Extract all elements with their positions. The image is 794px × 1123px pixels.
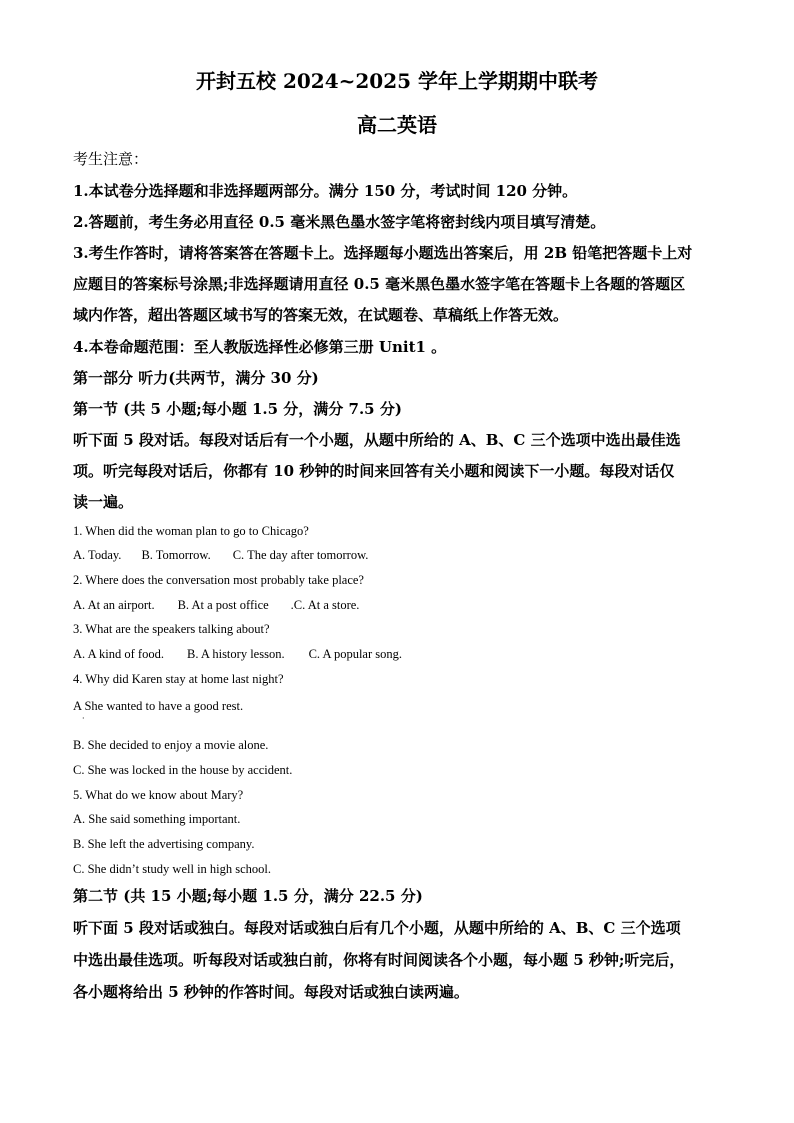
note-item: 应题目的答案标号涂黑;非选择题请用直径 0.5 毫米黑色墨水签字笔在答题卡上各题的答题区 [73, 275, 686, 293]
option: A. Today. [73, 548, 122, 562]
option: B. She decided to enjoy a movie alone. [73, 738, 269, 752]
part1-heading: 第一部分 听力(共两节，满分 30 分) [73, 369, 319, 387]
option: C. She didn’t study well in high school. [73, 862, 272, 876]
section1-instruction: 听下面 5 段对话。每段对话后有一个小题，从题中所给的 A、B、C 三个选项中选出最佳选 [73, 431, 681, 449]
option: A. A kind of food. [73, 647, 164, 661]
section2-instruction: 听下面 5 段对话或独白。每段对话或独白后有几个小题，从题中所给的 A、B、C 三个选项 [73, 919, 681, 937]
note-item: 1.本试卷分选择题和非选择题两部分。满分 150 分，考试时间 120 分钟。 [73, 182, 578, 200]
option: .C. At a store. [290, 598, 360, 612]
question-stem: 5. What do we know about Mary? [73, 788, 244, 802]
note-item: 4.本卷命题范围：至人教版选择性必修第三册 Unit1 。 [73, 338, 447, 356]
exam-title: 开封五校 2024~2025 学年上学期期中联考 [195, 69, 598, 93]
option: A She wanted to have a good rest. [73, 699, 244, 713]
question-options [73, 646, 402, 662]
note-item: 3.考生作答时，请将答案答在答题卡上。选择题每小题选出答案后，用 2B 铅笔把答题卡上对 [73, 244, 693, 262]
question-stem: 3. What are the speakers talking about? [73, 622, 270, 636]
section2-heading: 第二节 (共 15 小题;每小题 1.5 分，满分 22.5 分) [73, 887, 423, 905]
note-item: 域内作答，超出答题区域书写的答案无效，在试题卷、草稿纸上作答无效。 [73, 306, 569, 324]
question-options [73, 547, 368, 563]
option: A. She said something important. [73, 812, 241, 826]
option: C. The day after tomorrow. [232, 548, 369, 562]
option: B. Tomorrow. [141, 548, 211, 562]
section1-instruction: 项。听完每段对话后，你都有 10 秒钟的时间来回答有关小题和阅读下一小题。每段对话仅 [73, 462, 675, 480]
question-stem: 2. Where does the conversation most probably take place? [73, 573, 364, 587]
exam-subject: 高二英语 [357, 113, 437, 137]
question-stem: 4. Why did Karen stay at home last night? [73, 672, 284, 686]
option: B. At a post office [177, 598, 269, 612]
notes-heading: 考生注意： [73, 150, 149, 168]
question-stem: 1. When did the woman plan to go to Chicago? [73, 524, 309, 538]
option: A. At an airport. [73, 598, 155, 612]
section2-instruction: 中选出最佳选项。听每段对话或独白前，你将有时间阅读各个小题，每小题 5 秒钟;听完后， [73, 951, 685, 969]
note-item: 2.答题前，考生务必用直径 0.5 毫米黑色墨水签字笔将密封线内项目填写清楚。 [73, 213, 606, 231]
question-options [73, 597, 359, 613]
option: B. A history lesson. [186, 647, 285, 661]
option: C. She was locked in the house by accident. [73, 763, 293, 777]
option: B. She left the advertising company. [73, 837, 255, 851]
section1-heading: 第一节 (共 5 小题;每小题 1.5 分，满分 7.5 分) [73, 400, 402, 418]
scan-artifact-dot: · [82, 714, 85, 723]
section2-instruction: 各小题将给出 5 秒钟的作答时间。每段对话或独白读两遍。 [73, 983, 469, 1001]
section1-instruction: 读一遍。 [73, 493, 134, 511]
option: C. A popular song. [308, 647, 402, 661]
